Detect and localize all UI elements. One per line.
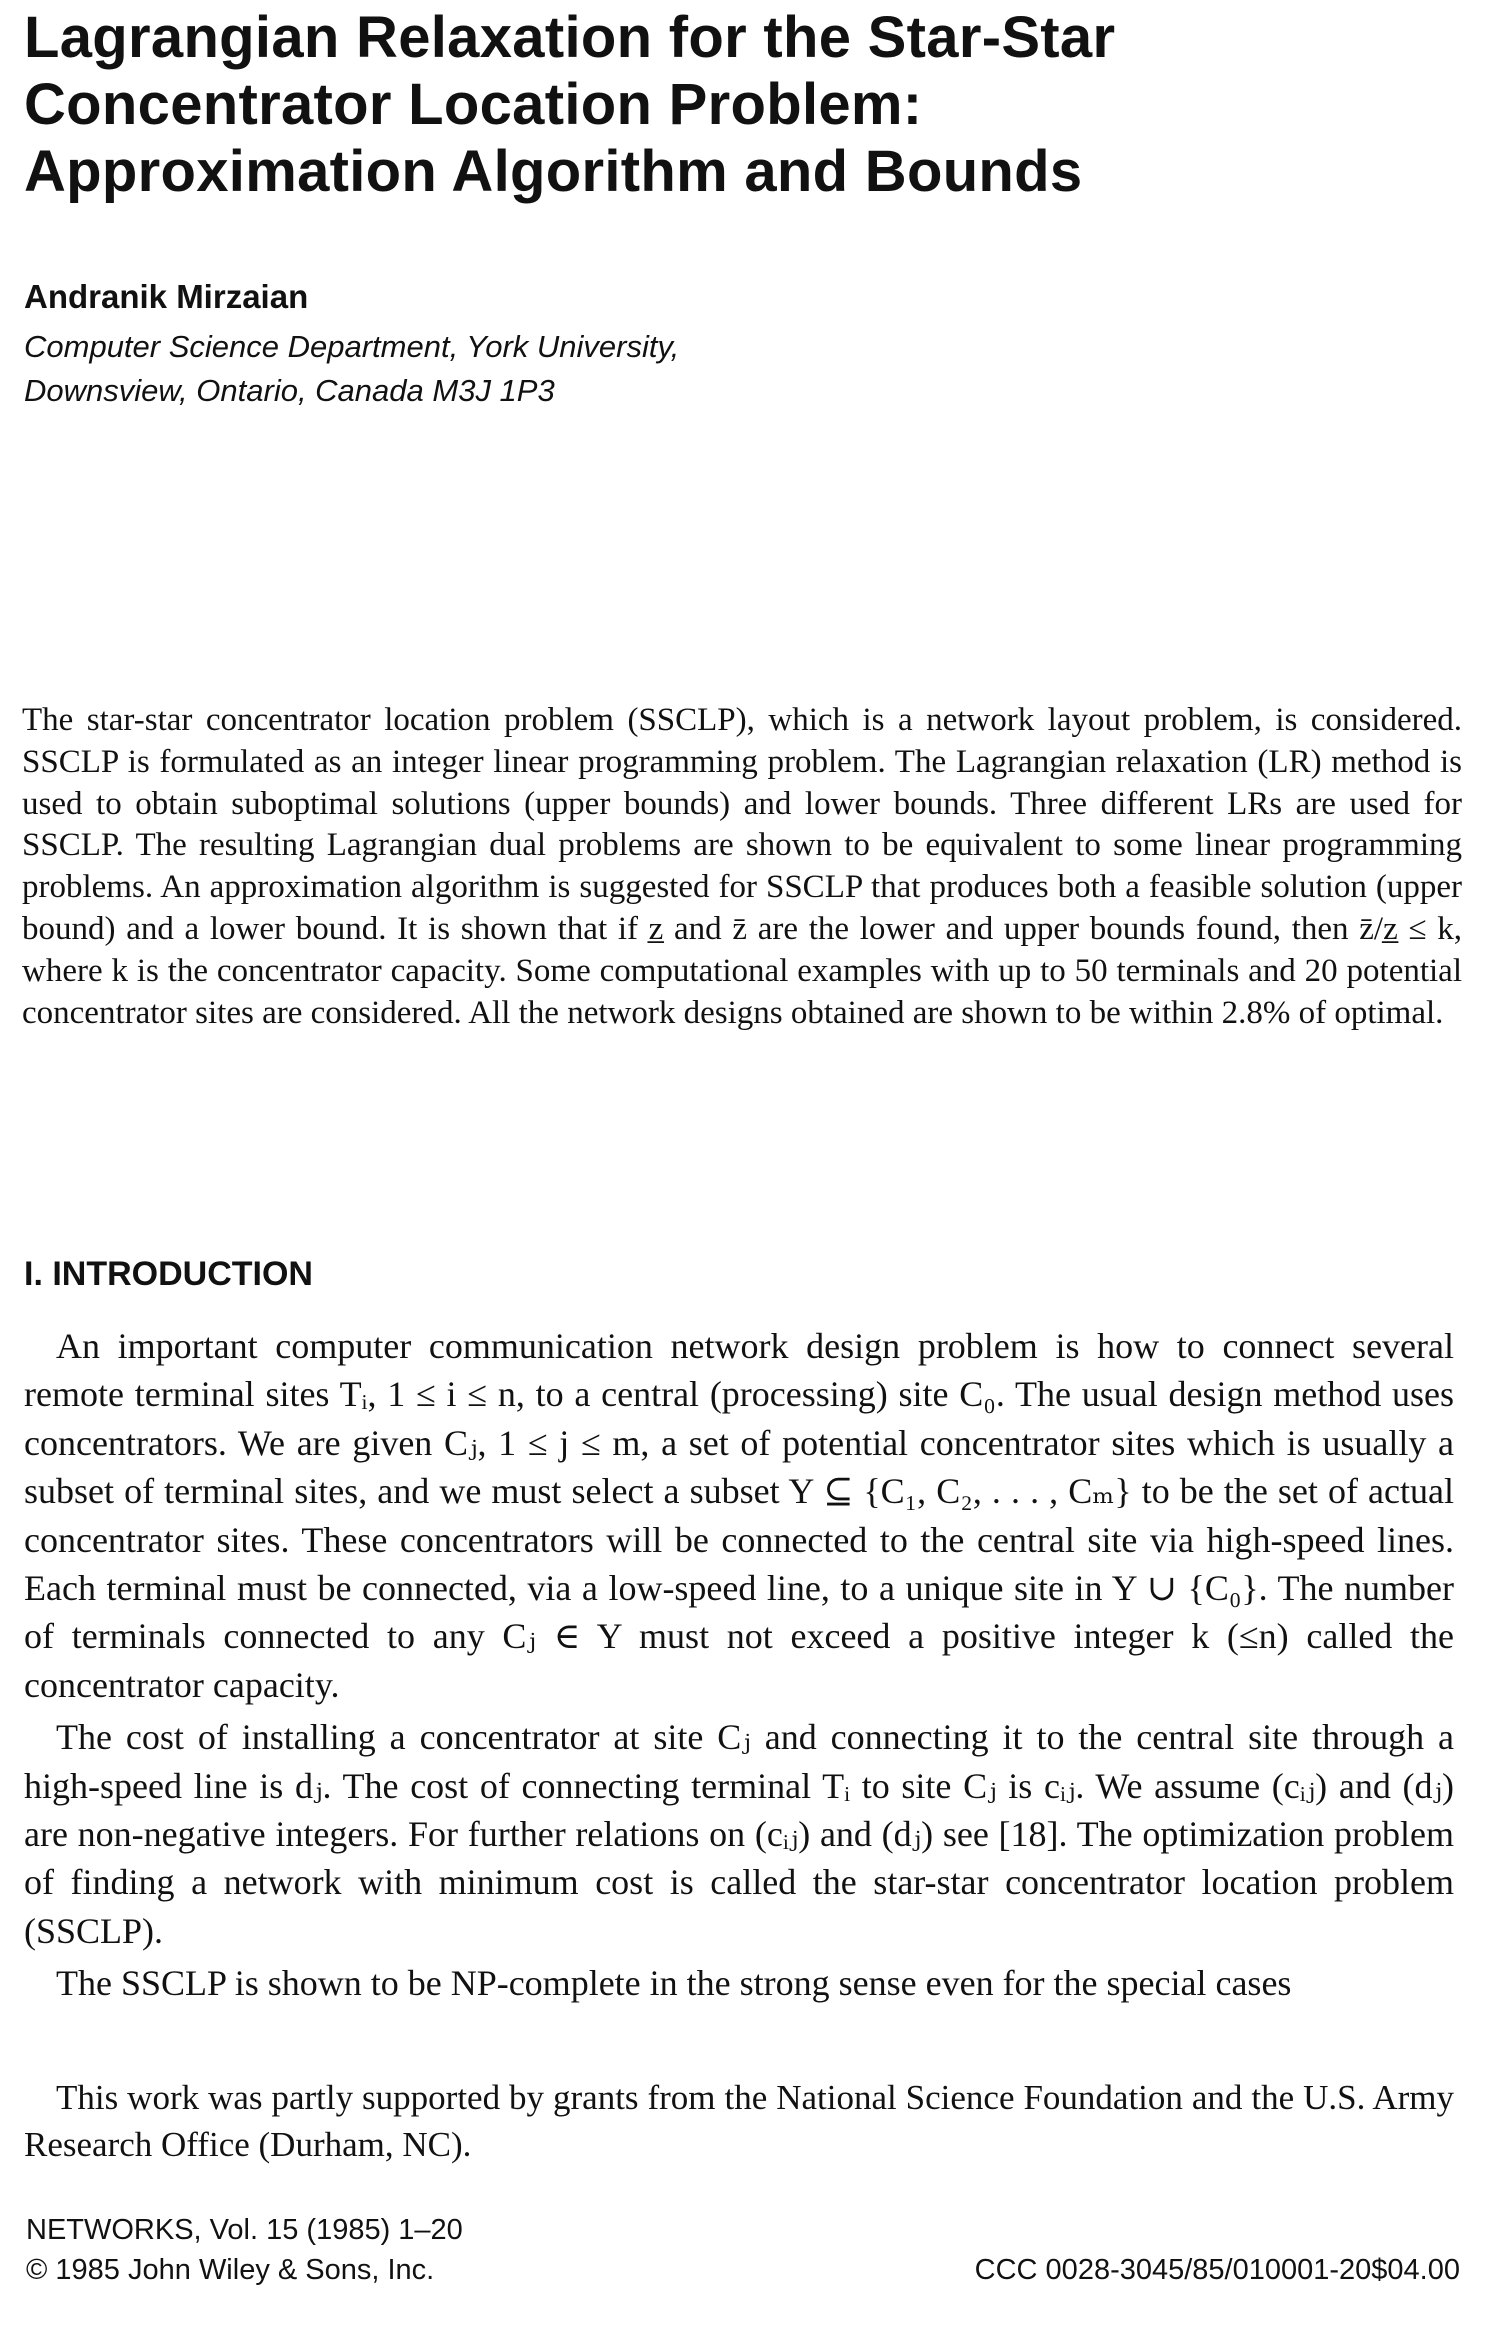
author-affiliation	[24, 325, 679, 413]
abstract	[22, 700, 1462, 1034]
body-paragraph: The cost of installing a concentrator at site Cⱼ and connecting it to the central site through a high-speed line is dⱼ. The cost of connecting terminal Tᵢ to site Cⱼ is cᵢⱼ. We assume (cᵢⱼ) and (dⱼ) are non-negative integers. For further relations on (cᵢⱼ) and (dⱼ) see [18]. The optimization problem of finding a network with minimum cost is called the star-star concentrator location problem (SSCLP).	[24, 1717, 1454, 1951]
affiliation-line: Downsview, Ontario, Canada M3J 1P3	[24, 373, 555, 408]
affiliation-line: Computer Science Department, York University,	[24, 329, 680, 364]
section-heading: I. INTRODUCTION	[24, 1255, 313, 1293]
body-paragraph: The SSCLP is shown to be NP-complete in the strong sense even for the special cases	[56, 1963, 1292, 2004]
title-line: Lagrangian Relaxation for the Star-Star	[24, 5, 1116, 70]
abstract-text: The star-star concentrator location problem (SSCLP), which is a network layout problem, is considered. SSCLP is formulated as an integer linear programming problem. The Lagrangian relaxation (LR) method is used to obtain suboptimal solutions (upper bounds) and lower bounds. Three different LRs are used for SSCLP. The resulting Lagrangian dual problems are shown to be equivalent to some linear programming problems. An approximation algorithm is suggested for SSCLP that produces both a feasible solution (upper bound) and a lower bound. It is shown that if z̲ and z̄ are the lower and upper bounds found, then z̄/z̲ ≤ k, where k is the concentrator capacity. Some computational examples with up to 50 terminals and 20 potential concentrator sites are considered. All the network designs obtained are shown to be within 2.8% of optimal.	[22, 702, 1462, 1031]
ccc-code: CCC 0028-3045/85/010001-20$04.00	[974, 2254, 1460, 2286]
body-text	[24, 1322, 1454, 2012]
author-name: Andranik Mirzaian	[24, 278, 309, 315]
journal-citation: NETWORKS, Vol. 15 (1985) 1–20	[26, 2214, 463, 2246]
title-line: Approximation Algorithm and Bounds	[24, 139, 1083, 204]
journal-info	[26, 2210, 463, 2290]
copyright-line: © 1985 John Wiley & Sons, Inc.	[26, 2254, 435, 2286]
title-line: Concentrator Location Problem:	[24, 72, 923, 137]
footnote-text: This work was partly supported by grants from the National Science Foundation and the U.S. Army Research Office (Durham, NC).	[24, 2078, 1454, 2164]
paper-title	[24, 4, 1404, 205]
body-paragraph: An important computer communication network design problem is how to connect several remote terminal sites Tᵢ, 1 ≤ i ≤ n, to a central (processing) site C₀. The usual design method uses concentrators. We are given Cⱼ, 1 ≤ j ≤ m, a set of potential concentrator sites which is usually a subset of terminal sites, and we must select a subset Y ⊆ {C₁, C₂, . . . , Cₘ} to be the set of actual concentrator sites. These concentrators will be connected to the central site via high-speed lines. Each terminal must be connected, via a low-speed line, to a unique site in Y ∪ {C₀}. The number of terminals connected to any Cⱼ ∈ Y must not exceed a positive integer k (≤n) called the concentrator capacity.	[24, 1326, 1454, 1705]
footnote	[24, 2074, 1454, 2168]
